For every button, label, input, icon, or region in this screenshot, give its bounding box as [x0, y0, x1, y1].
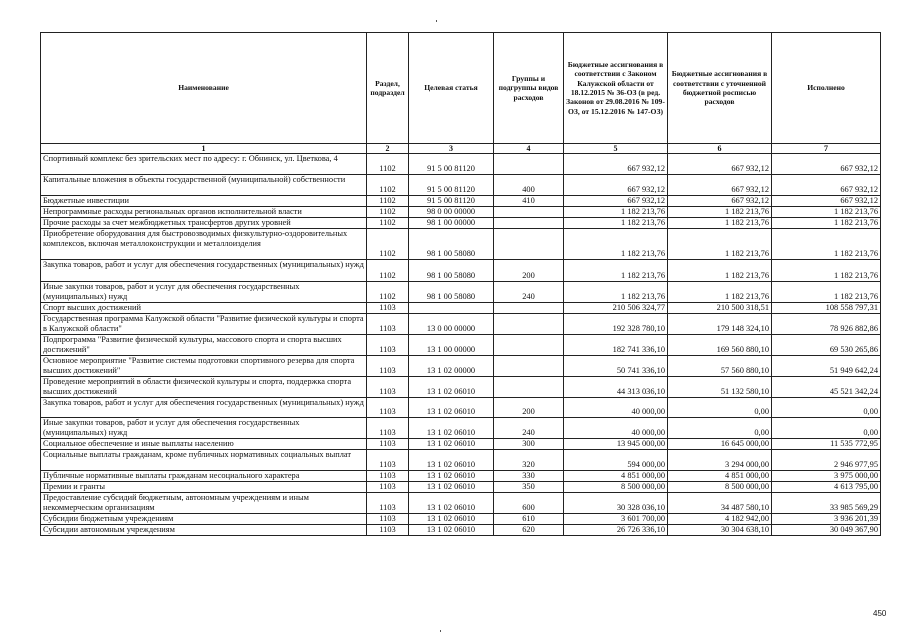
- row-target: 13 1 02 06010: [409, 450, 494, 471]
- row-target: 13 1 00 00000: [409, 335, 494, 356]
- row-executed: 1 182 213,76: [772, 218, 881, 229]
- row-budget-law: 594 000,00: [564, 450, 668, 471]
- table-row: [41, 450, 881, 471]
- row-budget-law: 13 945 000,00: [564, 439, 668, 450]
- scan-speck: [436, 20, 437, 22]
- table-row: [41, 356, 881, 377]
- row-section: 1102: [367, 260, 409, 282]
- row-name: Капитальные вложения в объекты государственной (муниципальной) собственности: [41, 175, 367, 196]
- row-executed: 667 932,12: [772, 196, 881, 207]
- row-section: 1103: [367, 335, 409, 356]
- table-row: [41, 439, 881, 450]
- row-budget-refined: 30 304 638,10: [668, 525, 772, 536]
- row-name: Предоставление субсидий бюджетным, автономным учреждениям и иным некоммерческим организациям: [41, 493, 367, 514]
- table-row: [41, 418, 881, 439]
- row-name: Субсидии бюджетным учреждениям: [41, 514, 367, 525]
- row-budget-refined: 3 294 000,00: [668, 450, 772, 471]
- row-section: 1103: [367, 493, 409, 514]
- row-executed: 69 530 265,86: [772, 335, 881, 356]
- row-section: 1103: [367, 398, 409, 418]
- row-budget-refined: 1 182 213,76: [668, 218, 772, 229]
- row-name: Приобретение оборудования для быстровозводимых физкультурно-оздоровительных комплексов, включая металлоконструкции и металлоизделия: [41, 229, 367, 260]
- header-group: Группы и подгруппы видов расходов: [494, 33, 564, 144]
- row-name: Закупка товаров, работ и услуг для обеспечения государственных (муниципальных) нужд: [41, 260, 367, 282]
- table-row: [41, 314, 881, 335]
- row-budget-law: 210 506 324,77: [564, 303, 668, 314]
- row-executed: 108 558 797,31: [772, 303, 881, 314]
- row-budget-refined: 1 182 213,76: [668, 282, 772, 303]
- row-executed: 2 946 977,95: [772, 450, 881, 471]
- row-executed: 1 182 213,76: [772, 229, 881, 260]
- row-target: 13 1 02 06010: [409, 471, 494, 482]
- row-section: 1103: [367, 418, 409, 439]
- row-executed: 1 182 213,76: [772, 282, 881, 303]
- row-target: 13 1 02 06010: [409, 439, 494, 450]
- row-target: 91 5 00 81120: [409, 175, 494, 196]
- row-executed: 3 936 201,39: [772, 514, 881, 525]
- row-section: 1103: [367, 377, 409, 398]
- row-section: 1103: [367, 525, 409, 536]
- table-row: [41, 471, 881, 482]
- header-section: Раздел, подраздел: [367, 33, 409, 144]
- row-section: 1102: [367, 218, 409, 229]
- row-section: 1103: [367, 439, 409, 450]
- row-group: 410: [494, 196, 564, 207]
- row-executed: 30 049 367,90: [772, 525, 881, 536]
- table-row: [41, 154, 881, 175]
- row-executed: 1 182 213,76: [772, 260, 881, 282]
- row-group: 350: [494, 482, 564, 493]
- row-name: Иные закупки товаров, работ и услуг для обеспечения государственных (муниципальных) нужд: [41, 282, 367, 303]
- row-budget-refined: 4 851 000,00: [668, 471, 772, 482]
- table-row: [41, 175, 881, 196]
- row-executed: 4 613 795,00: [772, 482, 881, 493]
- column-number: 6: [668, 144, 772, 154]
- row-name: Субсидии автономным учреждениям: [41, 525, 367, 536]
- row-name: Социальные выплаты гражданам, кроме публичных нормативных социальных выплат: [41, 450, 367, 471]
- row-budget-law: 40 000,00: [564, 398, 668, 418]
- table-row: [41, 514, 881, 525]
- row-budget-law: 1 182 213,76: [564, 207, 668, 218]
- budget-table: [40, 32, 881, 536]
- row-group: [494, 303, 564, 314]
- row-section: 1102: [367, 282, 409, 303]
- table-row: [41, 260, 881, 282]
- table-row: [41, 229, 881, 260]
- row-group: 300: [494, 439, 564, 450]
- row-budget-refined: 210 500 318,51: [668, 303, 772, 314]
- row-group: 200: [494, 260, 564, 282]
- row-budget-refined: 667 932,12: [668, 154, 772, 175]
- column-number: 4: [494, 144, 564, 154]
- row-target: 98 0 00 00000: [409, 207, 494, 218]
- row-budget-law: 4 851 000,00: [564, 471, 668, 482]
- row-budget-law: 1 182 213,76: [564, 218, 668, 229]
- header-name: Наименование: [41, 33, 367, 144]
- scan-speck: [440, 630, 441, 632]
- row-section: 1103: [367, 356, 409, 377]
- row-executed: 0,00: [772, 398, 881, 418]
- row-target: 13 1 02 06010: [409, 482, 494, 493]
- row-budget-law: 192 328 780,10: [564, 314, 668, 335]
- header-budget-refined: Бюджетные ассигнования в соответствии с уточненной бюджетной росписью расходов: [668, 33, 772, 144]
- row-group: [494, 377, 564, 398]
- table-row: [41, 525, 881, 536]
- table-row: [41, 282, 881, 303]
- row-budget-refined: 1 182 213,76: [668, 229, 772, 260]
- row-section: 1103: [367, 314, 409, 335]
- row-name: Проведение мероприятий в области физической культуры и спорта, поддержка спорта высших достижений: [41, 377, 367, 398]
- row-target: 13 1 02 06010: [409, 418, 494, 439]
- row-group: [494, 218, 564, 229]
- row-budget-refined: 1 182 213,76: [668, 260, 772, 282]
- table-row: [41, 482, 881, 493]
- row-target: 91 5 00 81120: [409, 196, 494, 207]
- row-name: Социальное обеспечение и иные выплаты населению: [41, 439, 367, 450]
- table-row: [41, 493, 881, 514]
- row-group: 610: [494, 514, 564, 525]
- row-name: Премии и гранты: [41, 482, 367, 493]
- row-executed: 3 975 000,00: [772, 471, 881, 482]
- row-budget-law: 667 932,12: [564, 175, 668, 196]
- row-group: 200: [494, 398, 564, 418]
- row-target: 98 1 00 58080: [409, 229, 494, 260]
- row-budget-refined: 1 182 213,76: [668, 207, 772, 218]
- budget-report-sheet: [40, 32, 880, 536]
- row-name: Иные закупки товаров, работ и услуг для обеспечения государственных (муниципальных) нужд: [41, 418, 367, 439]
- header-executed: Исполнено: [772, 33, 881, 144]
- table-row: [41, 335, 881, 356]
- row-section: 1103: [367, 450, 409, 471]
- row-executed: 78 926 882,86: [772, 314, 881, 335]
- row-target: 98 1 00 00000: [409, 218, 494, 229]
- row-group: [494, 314, 564, 335]
- row-budget-refined: 169 560 880,10: [668, 335, 772, 356]
- row-section: 1103: [367, 514, 409, 525]
- row-budget-law: 1 182 213,76: [564, 282, 668, 303]
- row-target: 13 1 02 06010: [409, 377, 494, 398]
- row-budget-law: 30 328 036,10: [564, 493, 668, 514]
- row-target: 13 1 02 06010: [409, 398, 494, 418]
- row-executed: 667 932,12: [772, 175, 881, 196]
- row-section: 1102: [367, 196, 409, 207]
- row-name: Закупка товаров, работ и услуг для обеспечения государственных (муниципальных) нужд: [41, 398, 367, 418]
- row-name: Бюджетные инвестиции: [41, 196, 367, 207]
- row-group: 400: [494, 175, 564, 196]
- row-budget-law: 667 932,12: [564, 154, 668, 175]
- table-row: [41, 196, 881, 207]
- row-target: 98 1 00 58080: [409, 282, 494, 303]
- column-number: 3: [409, 144, 494, 154]
- table-row: [41, 377, 881, 398]
- row-name: Прочие расходы за счет межбюджетных трансфертов других уровней: [41, 218, 367, 229]
- row-budget-law: 1 182 213,76: [564, 260, 668, 282]
- row-group: 240: [494, 282, 564, 303]
- row-section: 1102: [367, 175, 409, 196]
- row-budget-refined: 667 932,12: [668, 196, 772, 207]
- column-number-row: [41, 144, 881, 154]
- row-name: Спортивный комплекс без зрительских мест по адресу: г. Обнинск, ул. Цветкова, 4: [41, 154, 367, 175]
- row-budget-refined: 8 500 000,00: [668, 482, 772, 493]
- row-group: 240: [494, 418, 564, 439]
- row-budget-refined: 0,00: [668, 398, 772, 418]
- row-target: 91 5 00 81120: [409, 154, 494, 175]
- row-name: Непрограммные расходы региональных органов исполнительной власти: [41, 207, 367, 218]
- row-group: [494, 154, 564, 175]
- row-name: Государственная программа Калужской области "Развитие физической культуры и спорта в Калужской области": [41, 314, 367, 335]
- row-group: 620: [494, 525, 564, 536]
- row-group: [494, 335, 564, 356]
- row-name: Спорт высших достижений: [41, 303, 367, 314]
- row-target: 13 1 02 06010: [409, 514, 494, 525]
- row-group: [494, 229, 564, 260]
- row-executed: 51 949 642,24: [772, 356, 881, 377]
- row-budget-law: 8 500 000,00: [564, 482, 668, 493]
- row-target: 13 1 02 06010: [409, 525, 494, 536]
- row-budget-law: 667 932,12: [564, 196, 668, 207]
- row-group: 600: [494, 493, 564, 514]
- row-executed: 45 521 342,24: [772, 377, 881, 398]
- table-body: [41, 154, 881, 536]
- row-budget-law: 40 000,00: [564, 418, 668, 439]
- row-executed: 11 535 772,95: [772, 439, 881, 450]
- row-budget-law: 50 741 336,10: [564, 356, 668, 377]
- row-target: 98 1 00 58080: [409, 260, 494, 282]
- row-budget-refined: 16 645 000,00: [668, 439, 772, 450]
- row-budget-refined: 51 132 580,10: [668, 377, 772, 398]
- page-number: 450: [873, 609, 887, 618]
- row-budget-refined: 0,00: [668, 418, 772, 439]
- row-executed: 33 985 569,29: [772, 493, 881, 514]
- table-row: [41, 398, 881, 418]
- row-budget-refined: 34 487 580,10: [668, 493, 772, 514]
- column-number: 2: [367, 144, 409, 154]
- table-row: [41, 303, 881, 314]
- column-number: 5: [564, 144, 668, 154]
- row-section: 1103: [367, 471, 409, 482]
- row-target: [409, 303, 494, 314]
- row-section: 1103: [367, 482, 409, 493]
- row-name: Публичные нормативные выплаты гражданам несоциального характера: [41, 471, 367, 482]
- column-number: 1: [41, 144, 367, 154]
- table-header-row: [41, 33, 881, 144]
- row-budget-law: 44 313 036,10: [564, 377, 668, 398]
- row-budget-refined: 57 560 880,10: [668, 356, 772, 377]
- row-executed: 0,00: [772, 418, 881, 439]
- row-group: 330: [494, 471, 564, 482]
- row-executed: 667 932,12: [772, 154, 881, 175]
- row-budget-refined: 667 932,12: [668, 175, 772, 196]
- header-target: Целевая статья: [409, 33, 494, 144]
- row-target: 13 0 00 00000: [409, 314, 494, 335]
- row-group: [494, 356, 564, 377]
- row-section: 1102: [367, 154, 409, 175]
- row-group: 320: [494, 450, 564, 471]
- row-section: 1102: [367, 207, 409, 218]
- row-budget-law: 26 726 336,10: [564, 525, 668, 536]
- column-number: 7: [772, 144, 881, 154]
- row-target: 13 1 02 00000: [409, 356, 494, 377]
- table-row: [41, 218, 881, 229]
- row-target: 13 1 02 06010: [409, 493, 494, 514]
- row-executed: 1 182 213,76: [772, 207, 881, 218]
- row-name: Основное мероприятие "Развитие системы подготовки спортивного резерва для спорта высших достижений": [41, 356, 367, 377]
- row-budget-refined: 4 182 942,00: [668, 514, 772, 525]
- header-budget-law: Бюджетные ассигнования в соответствии с Законом Калужской области от 18.12.2015 № 36-ОЗ (в ред. Законов от 29.08.2016 № 109-ОЗ, от 15.12.2016 № 147-ОЗ): [564, 33, 668, 144]
- table-row: [41, 207, 881, 218]
- row-name: Подпрограмма "Развитие физической культуры, массового спорта и спорта высших достижений": [41, 335, 367, 356]
- row-section: 1102: [367, 229, 409, 260]
- row-budget-refined: 179 148 324,10: [668, 314, 772, 335]
- row-budget-law: 3 601 700,00: [564, 514, 668, 525]
- row-group: [494, 207, 564, 218]
- row-section: 1103: [367, 303, 409, 314]
- row-budget-law: 182 741 336,10: [564, 335, 668, 356]
- row-budget-law: 1 182 213,76: [564, 229, 668, 260]
